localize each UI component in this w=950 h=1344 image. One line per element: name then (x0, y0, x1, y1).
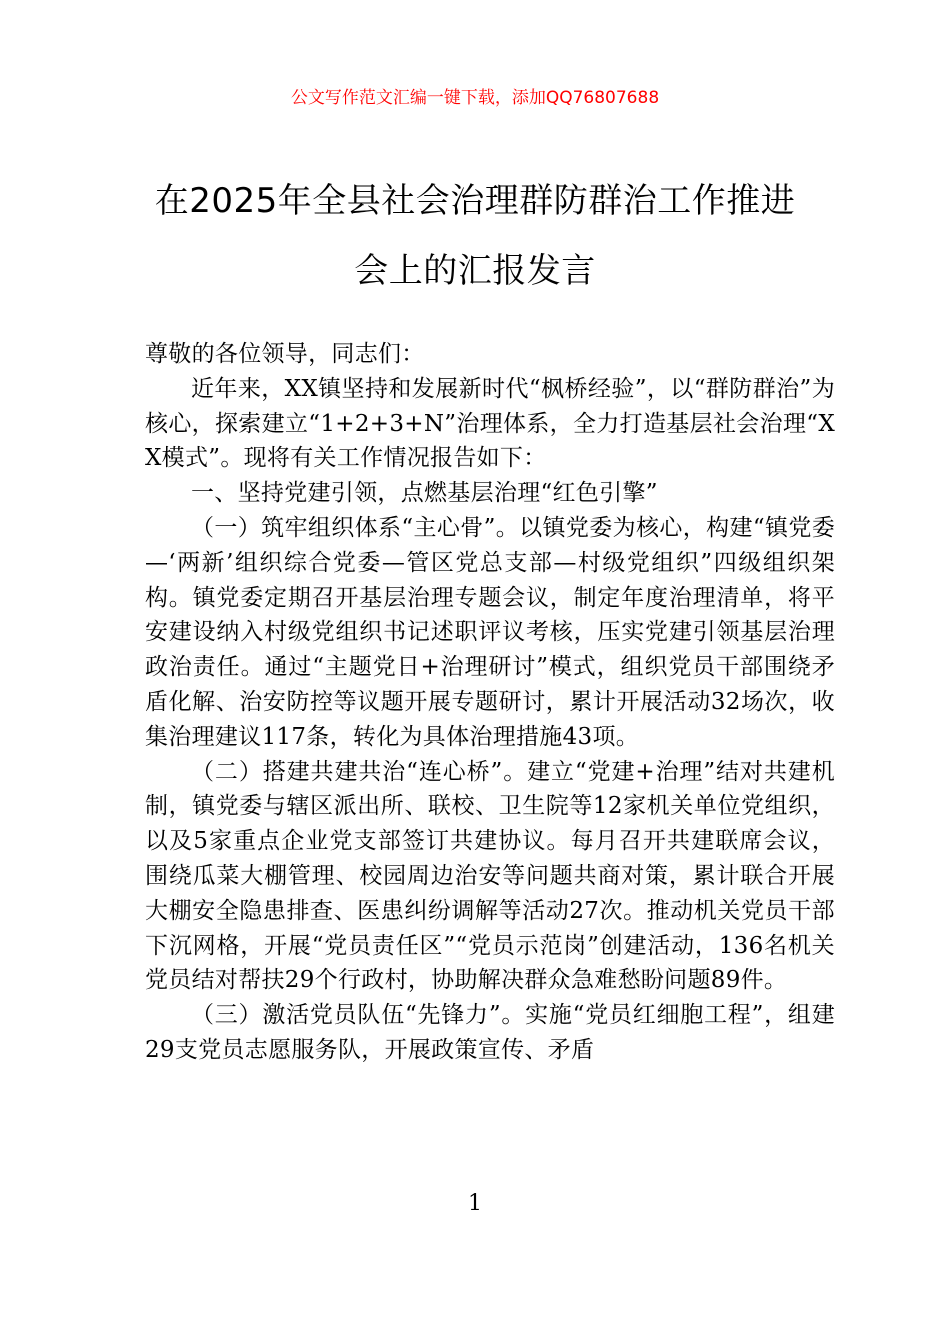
subsection-paragraph-2: （二）搭建共建共治“连心桥”。建立“党建+治理”结对共建机制，镇党委与辖区派出所、联校、卫生院等12家机关单位党组织，以及5家重点企业党支部签订共建协议。每月召开共建联席会议，围绕瓜菜大棚管理、校园周边治安等问题共商对策，累计联合开展大棚安全隐患排查、医患纠纷调解等活动27次。推动机关党员干部下沉网格，开展“党员责任区”“党员示范岗”创建活动，136名机关党员结对帮扶29个行政村，协助解决群众急难愁盼问题89件。 (145, 758, 835, 994)
salutation: 尊敬的各位领导，同志们： (145, 341, 425, 367)
title-line-2: 会上的汇报发言 (354, 251, 596, 291)
title-line-1: 在2025年全县社会治理群防群治工作推进 (154, 181, 796, 221)
intro-paragraph: 近年来，XX镇坚持和发展新时代“枫桥经验”，以“群防群治”为核心，探索建立“1+2+3+N”治理体系，全力打造基层社会治理“XX模式”。现将有关工作情况报告如下： (145, 375, 835, 472)
page-number: 1 (468, 1191, 482, 1216)
subsection-paragraph-3: （三）激活党员队伍“先锋力”。实施“党员红细胞工程”，组建29支党员志愿服务队，开展政策宣传、矛盾 (145, 1002, 835, 1063)
watermark-banner: 公文写作范文汇编一键下载，添加QQ76807688 (290, 88, 660, 108)
document-title (120, 166, 830, 306)
document-body (145, 337, 835, 1068)
section-heading-1: 一、坚持党建引领，点燃基层治理“红色引擎” (191, 480, 658, 507)
subsection-paragraph-1: （一）筑牢组织体系“主心骨”。以镇党委为核心，构建“镇党委—‘两新’组织综合党委—管区党总支部—村级党组织”四级组织架构。镇党委定期召开基层治理专题会议，制定年度治理清单，将平安建设纳入村级党组织书记述职评议考核，压实党建引领基层治理政治责任。通过“主题党日+治理研讨”模式，组织党员干部围绕矛盾化解、治安防控等议题开展专题研讨，累计开展活动32场次，收集治理建议117条，转化为具体治理措施43项。 (145, 514, 835, 750)
